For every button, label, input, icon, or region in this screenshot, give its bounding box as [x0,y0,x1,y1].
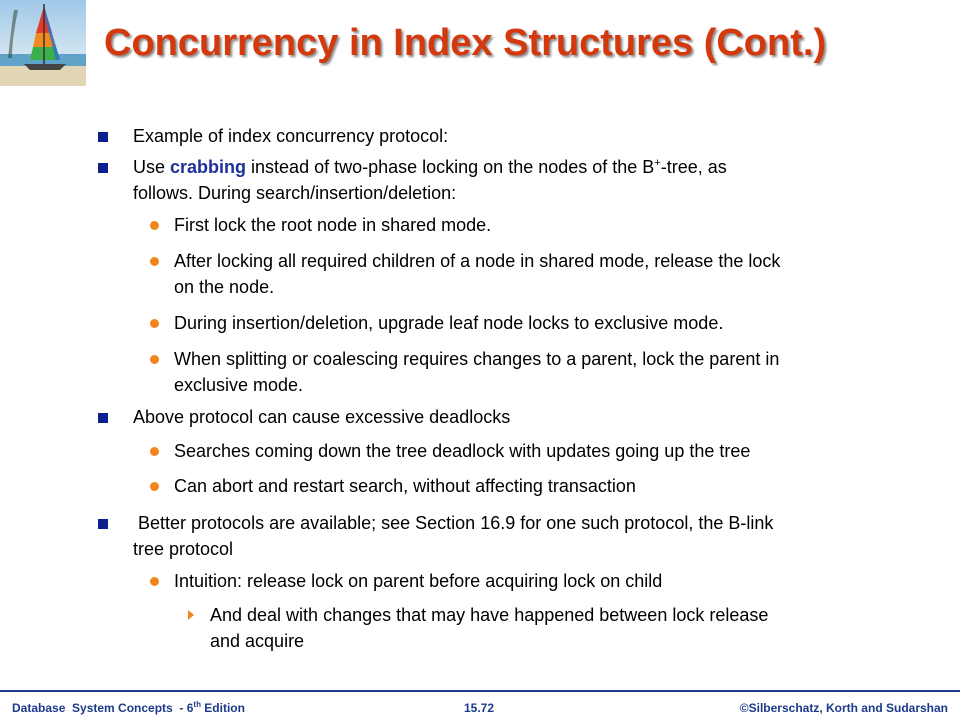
round-bullet-icon [150,355,159,364]
bullet-4: Better protocols are available; see Section 16.9 for one such protocol, the B-link tree protocol [133,510,773,562]
sub-bullet-2-1: First lock the root node in shared mode. [174,212,491,238]
square-bullet-icon [98,163,108,173]
round-bullet-icon [150,221,159,230]
sub-bullet-2-2: After locking all required children of a node in shared mode, release the lock on the node. [174,248,780,300]
slide-title: Concurrency in Index Structures (Cont.) [104,22,827,64]
sub-bullet-2-3: During insertion/deletion, upgrade leaf node locks to exclusive mode. [174,310,723,336]
arrow-bullet-icon [188,610,194,620]
bullet-3: Above protocol can cause excessive deadlocks [133,404,510,430]
bullet-2-line-1: Use crabbing instead of two-phase locking on the nodes of the B+-tree, as [133,157,727,177]
round-bullet-icon [150,447,159,456]
sub-bullet-3-1: Searches coming down the tree deadlock with updates going up the tree [174,438,750,464]
round-bullet-icon [150,577,159,586]
sub-bullet-4-1: Intuition: release lock on parent before acquiring lock on child [174,568,662,594]
bullet-1 [133,123,448,149]
round-bullet-icon [150,319,159,328]
sub-bullet-2-4: When splitting or coalescing requires changes to a parent, lock the parent in exclusive mode. [174,346,779,398]
keyword-crabbing: crabbing [170,157,247,177]
square-bullet-icon [98,132,108,142]
footer-copyright: ©Silberschatz, Korth and Sudarshan [739,701,948,715]
sub-bullet-3-2: Can abort and restart search, without affecting transaction [174,473,636,499]
square-bullet-icon [98,519,108,529]
sailboat-icon [0,0,86,86]
square-bullet-icon [98,413,108,423]
bullet-text: Example of index concurrency protocol: [133,126,449,146]
footer-page-number: 15.72 [464,701,495,715]
round-bullet-icon [150,482,159,491]
sub-sub-bullet-4-1-1: And deal with changes that may have happened between lock release and acquire [210,602,768,654]
round-bullet-icon [150,257,159,266]
footer-divider [0,690,960,692]
bullet-2 [133,154,727,206]
footer-book-title: Database System Concepts - 6th Edition [12,700,245,715]
bullet-2-line-2: follows. During search/insertion/deletion: [133,183,457,203]
